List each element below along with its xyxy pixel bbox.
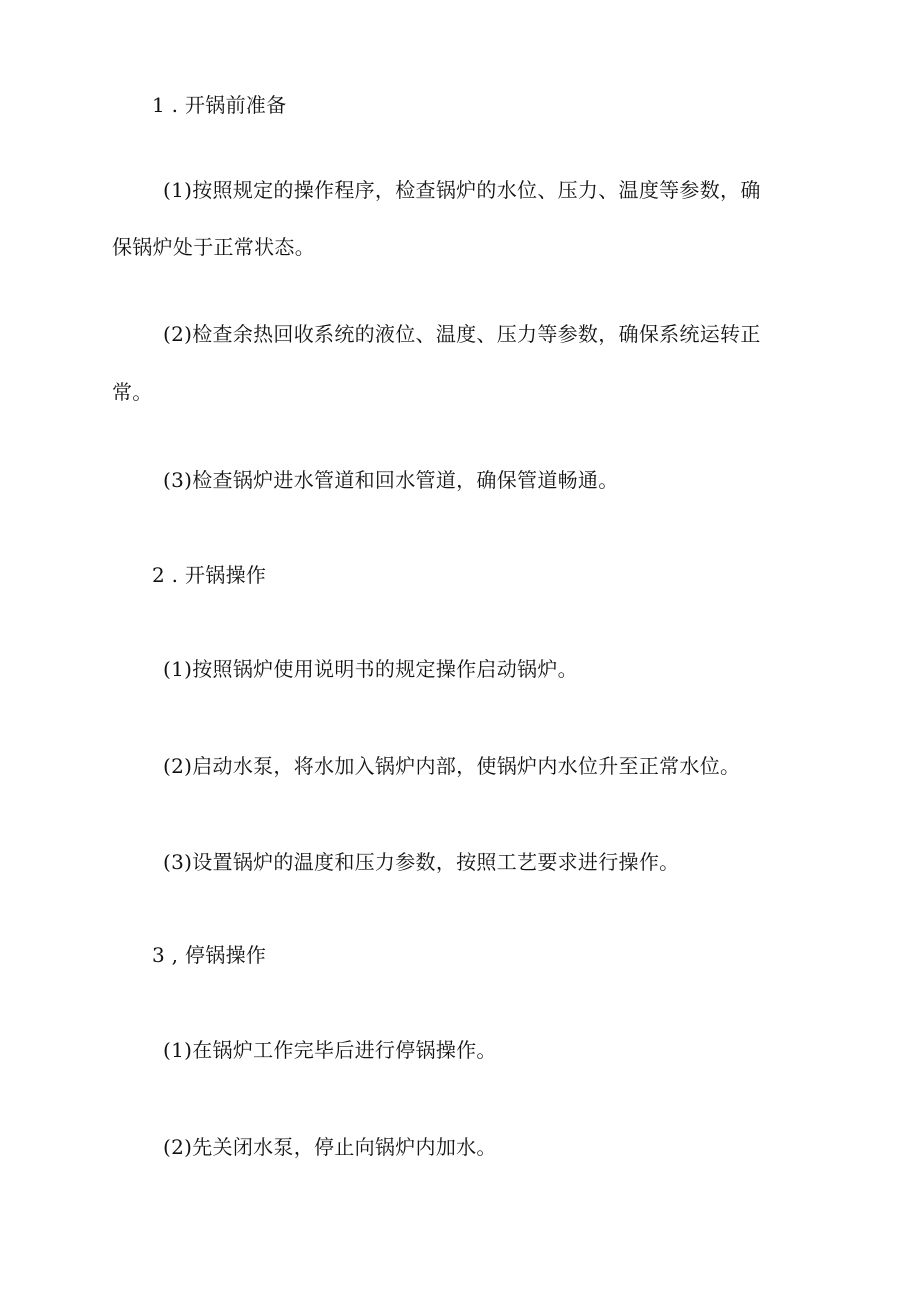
section-heading-2: 2 . 开锅操作 bbox=[152, 563, 267, 587]
section-1-item-1-line-2: 保锅炉处于正常状态。 bbox=[112, 235, 315, 259]
section-heading-1: 1 . 开锅前准备 bbox=[152, 93, 287, 117]
section-2-item-1: (1)按照锅炉使用说明书的规定操作启动锅炉。 bbox=[163, 657, 578, 681]
section-heading-3: 3 , 停锅操作 bbox=[152, 943, 267, 967]
section-2-item-2: (2)启动水泵，将水加入锅炉内部，使锅炉内水位升至正常水位。 bbox=[163, 754, 741, 778]
section-2-item-3: (3)设置锅炉的温度和压力参数，按照工艺要求进行操作。 bbox=[163, 850, 680, 874]
section-1-item-1-line-1: (1)按照规定的操作程序，检查锅炉的水位、压力、温度等参数，确 bbox=[163, 178, 761, 202]
section-1-item-2-line-1: (2)检查余热回收系统的液位、温度、压力等参数，确保系统运转正 bbox=[163, 322, 761, 346]
section-1-item-2-line-2: 常。 bbox=[112, 380, 153, 404]
section-1-item-3: (3)检查锅炉进水管道和回水管道，确保管道畅通。 bbox=[163, 468, 619, 492]
section-3-item-1: (1)在锅炉工作完毕后进行停锅操作。 bbox=[163, 1038, 497, 1062]
section-3-item-2: (2)先关闭水泵，停止向锅炉内加水。 bbox=[163, 1135, 497, 1159]
